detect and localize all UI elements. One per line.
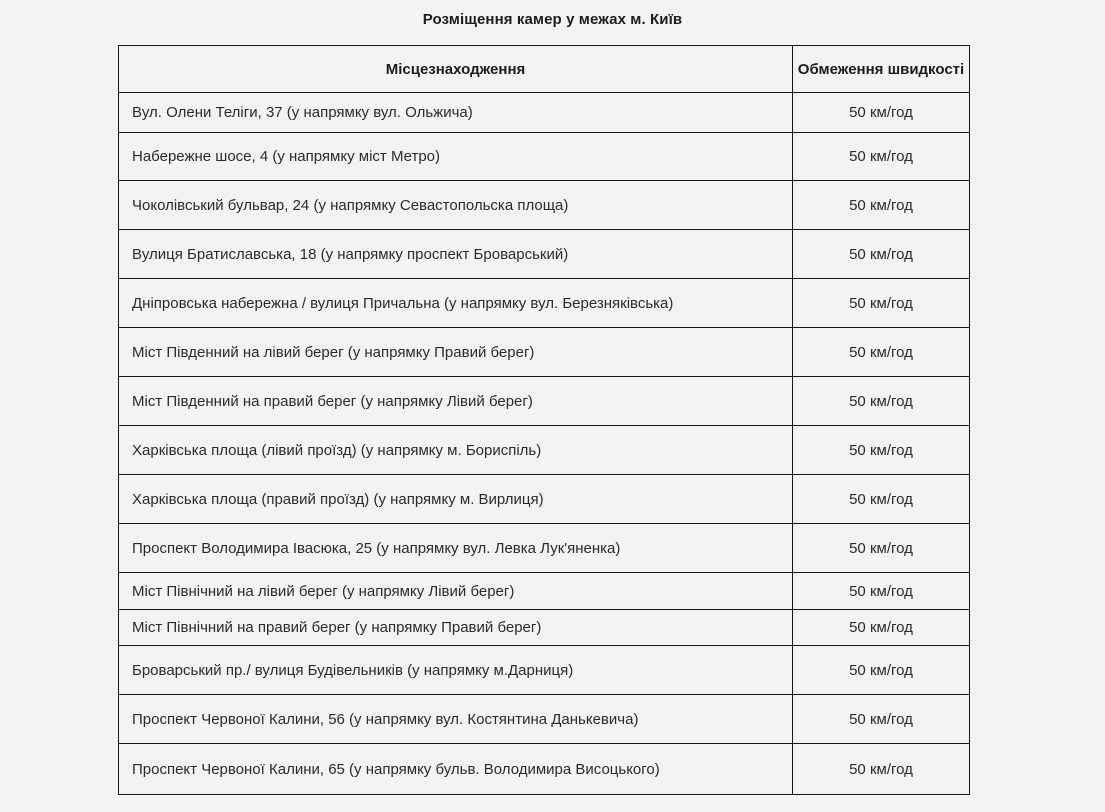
location-cell: Міст Північний на правий берег (у напрямку Правий берег) bbox=[119, 610, 793, 646]
table-row bbox=[119, 377, 970, 426]
speed-limit-cell: 50 км/год bbox=[793, 426, 970, 475]
table-row bbox=[119, 475, 970, 524]
speed-limit-cell: 50 км/год bbox=[793, 133, 970, 181]
location-cell: Броварський пр./ вулиця Будівельників (у напрямку м.Дарниця) bbox=[119, 646, 793, 695]
location-cell: Вулиця Братиславська, 18 (у напрямку проспект Броварський) bbox=[119, 230, 793, 279]
table-row bbox=[119, 610, 970, 646]
table-row bbox=[119, 93, 970, 133]
location-cell: Проспект Червоної Калини, 56 (у напрямку вул. Костянтина Данькевича) bbox=[119, 695, 793, 744]
table-header bbox=[119, 46, 970, 93]
speed-limit-cell: 50 км/год bbox=[793, 279, 970, 328]
header-row bbox=[119, 46, 970, 93]
location-cell: Дніпровська набережна / вулиця Причальна (у напрямку вул. Березняківська) bbox=[119, 279, 793, 328]
location-cell: Набережне шосе, 4 (у напрямку міст Метро) bbox=[119, 133, 793, 181]
location-cell: Проспект Володимира Івасюка, 25 (у напрямку вул. Левка Лук'яненка) bbox=[119, 524, 793, 573]
cameras-table bbox=[118, 45, 970, 795]
location-cell: Міст Північний на лівий берег (у напрямку Лівий берег) bbox=[119, 573, 793, 610]
speed-limit-cell: 50 км/год bbox=[793, 744, 970, 795]
location-cell: Проспект Червоної Калини, 65 (у напрямку бульв. Володимира Висоцького) bbox=[119, 744, 793, 795]
speed-limit-cell: 50 км/год bbox=[793, 573, 970, 610]
page-title: Розміщення камер у межах м. Київ bbox=[422, 11, 683, 28]
speed-limit-cell: 50 км/год bbox=[793, 475, 970, 524]
speed-limit-cell: 50 км/год bbox=[793, 328, 970, 377]
table-row bbox=[119, 695, 970, 744]
speed-limit-cell: 50 км/год bbox=[793, 610, 970, 646]
speed-limit-cell: 50 км/год bbox=[793, 93, 970, 133]
location-cell: Вул. Олени Теліги, 37 (у напрямку вул. Ольжича) bbox=[119, 93, 793, 133]
table-row bbox=[119, 646, 970, 695]
location-cell: Чоколівський бульвар, 24 (у напрямку Севастопольска площа) bbox=[119, 181, 793, 230]
speed-limit-cell: 50 км/год bbox=[793, 695, 970, 744]
table-row bbox=[119, 133, 970, 181]
table-row bbox=[119, 230, 970, 279]
table-row bbox=[119, 279, 970, 328]
column-header-location: Місцезнаходження bbox=[119, 46, 793, 93]
table-row bbox=[119, 573, 970, 610]
location-cell: Міст Південний на лівий берег (у напрямку Правий берег) bbox=[119, 328, 793, 377]
location-cell: Міст Південний на правий берег (у напрямку Лівий берег) bbox=[119, 377, 793, 426]
location-cell: Харківська площа (правий проїзд) (у напрямку м. Вирлиця) bbox=[119, 475, 793, 524]
table-row bbox=[119, 181, 970, 230]
speed-limit-cell: 50 км/год bbox=[793, 524, 970, 573]
table-body bbox=[119, 93, 970, 795]
table-row bbox=[119, 524, 970, 573]
location-cell: Харківська площа (лівий проїзд) (у напрямку м. Бориспіль) bbox=[119, 426, 793, 475]
speed-limit-cell: 50 км/год bbox=[793, 181, 970, 230]
speed-limit-cell: 50 км/год bbox=[793, 377, 970, 426]
table-row bbox=[119, 328, 970, 377]
table-row bbox=[119, 426, 970, 475]
table-row bbox=[119, 744, 970, 795]
column-header-speed-limit: Обмеження швидкості bbox=[793, 46, 970, 93]
speed-limit-cell: 50 км/год bbox=[793, 230, 970, 279]
speed-limit-cell: 50 км/год bbox=[793, 646, 970, 695]
